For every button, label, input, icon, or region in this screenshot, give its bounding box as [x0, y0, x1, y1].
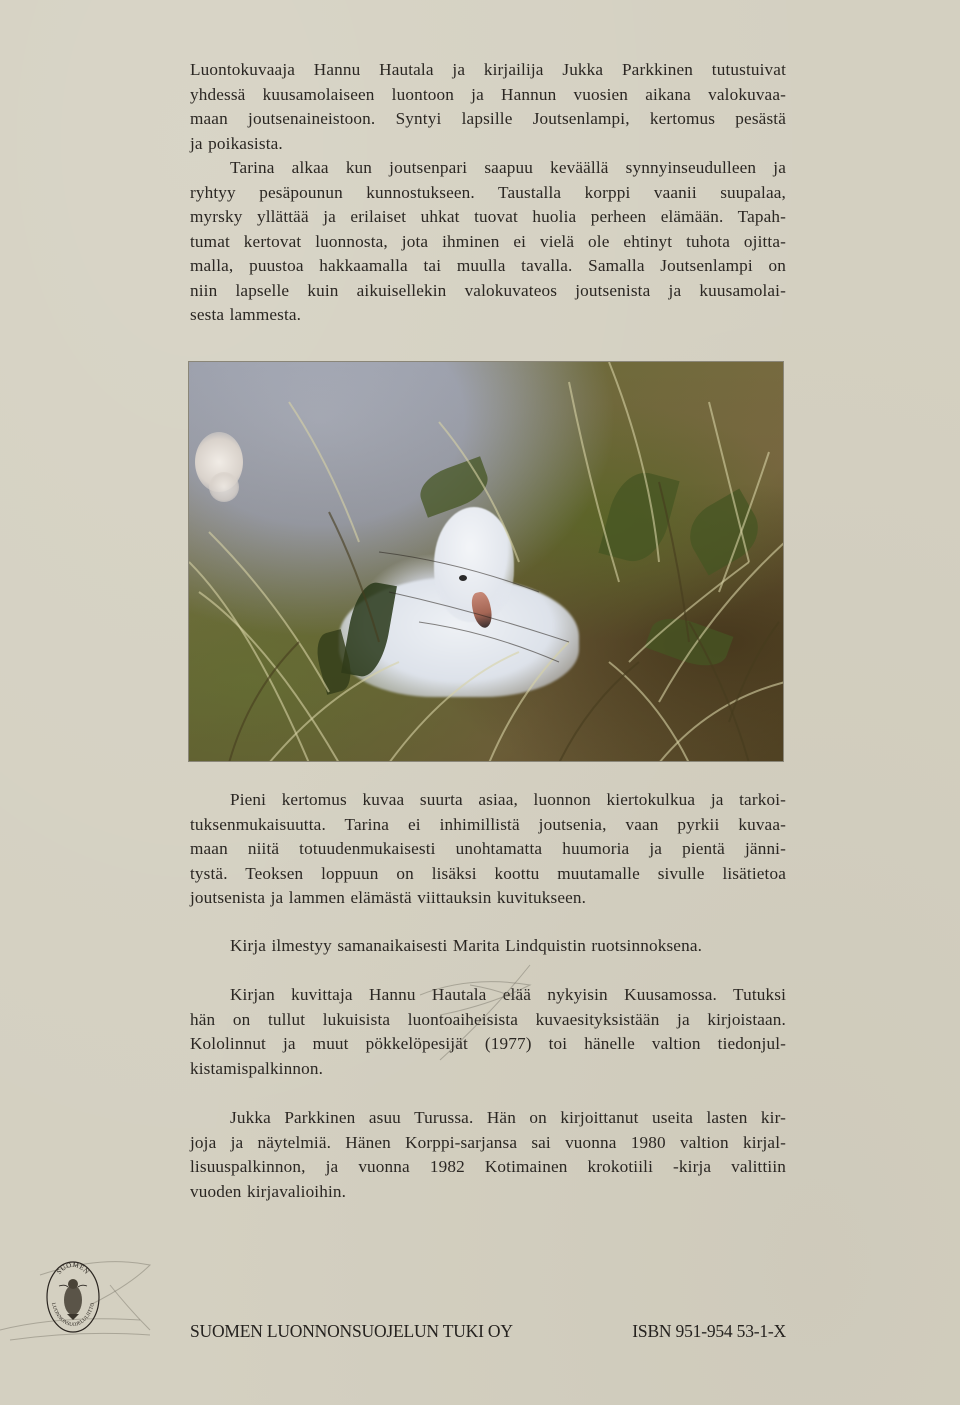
- text-line: Jukka Parkkinen asuu Turussa. Hän on kirjoittanut useita lasten kir-: [230, 1108, 786, 1127]
- text-line: malla, puustoa hakkaamalla tai muulla tavalla. Samalla Joutsenlampi on: [190, 256, 786, 275]
- text-line: maan joutsenaineistoon. Syntyi lapsille Joutsenlampi, kertomus pesästä: [190, 109, 786, 128]
- text-line: vuoden kirjavalioihin.: [190, 1181, 347, 1201]
- seal-animal-icon: [59, 1279, 87, 1320]
- text-line: maan niitä totuudenmukaisesti unohtamatta huumoria ja pientä jänni-: [190, 839, 786, 858]
- svg-text:SUOMEN: SUOMEN: [55, 1260, 91, 1276]
- paragraph-author: [190, 1106, 786, 1204]
- isbn: ISBN 951-954 53-1-X: [632, 1321, 786, 1341]
- text-line: Pieni kertomus kuvaa suurta asiaa, luonnon kiertokulkua ja tarkoi-: [230, 790, 786, 809]
- seal-emblem-icon: [45, 1260, 101, 1334]
- text-line: Kirja ilmestyy samanaikaisesti Marita Lindquistin ruotsinnoksena.: [230, 936, 703, 955]
- paragraph-intro: [190, 58, 786, 156]
- svg-text:LUONNONSUOJELULIITTO: LUONNONSUOJELULIITTO: [49, 1302, 97, 1329]
- text-line: myrsky yllättää ja erilaiset uhkat tuovat huolia perheen elämään. Tapah-: [190, 207, 786, 226]
- paragraph-story: [190, 156, 786, 328]
- text-line: tuksenmukaisuutta. Tarina ei inhimillistä joutsenia, vaan pyrkii kuvaa-: [190, 814, 786, 834]
- text-line: niin lapselle kuin aikuisellekin valokuvateos joutsenista ja kuusamolai-: [190, 280, 786, 300]
- text-line: tystä. Teoksen loppuun on lisäksi koottu muutamalle sivulle lisätietoa: [190, 863, 786, 883]
- grass-blades: [189, 362, 784, 762]
- paragraph-description: [190, 788, 786, 911]
- text-line: lisuuspalkinnon, ja vuonna 1982 Kotimainen krokotiili -kirja valittiin: [190, 1157, 786, 1176]
- text-line: joutsenista ja lammen elämästä viittauksin kuvitukseen.: [190, 888, 587, 907]
- text-line: yhdessä kuusamolaiseen luontoon ja Hannun vuosien aikana valokuvaa-: [190, 84, 786, 104]
- text-line: tumat kertovat luonnosta, jota ihminen ei vielä ole ehtinyt tuhota ojitta-: [190, 231, 786, 251]
- text-line: hän on tullut lukuisista luontoaiheisista kuvaesityksistään ja kirjoistaan.: [190, 1009, 786, 1029]
- text-line: Tarina alkaa kun joutsenpari saapuu keväällä synnyinseudulleen ja: [230, 158, 786, 177]
- footer: [190, 1320, 786, 1344]
- paragraph-translation: [190, 934, 786, 959]
- text-line: ryhtyy pesäpounun kunnostukseen. Taustalla korppi vaanii suupalaa,: [190, 182, 786, 202]
- text-line: kistamispalkinnon.: [190, 1058, 324, 1078]
- text-line: Luontokuvaaja Hannu Hautala ja kirjailija Jukka Parkkinen tutustuivat: [190, 60, 786, 79]
- text-line: ja poikasista.: [190, 133, 283, 153]
- text-line: sesta lammesta.: [190, 305, 302, 324]
- text-line: Kololinnut ja muut pökkelöpesijät (1977) toi hänelle valtion tiedonjul-: [190, 1034, 786, 1053]
- text-line: Kirjan kuvittaja Hannu Hautala elää nykyisin Kuusamossa. Tutuksi: [230, 985, 786, 1004]
- paragraph-illustrator: [190, 983, 786, 1081]
- text-line: joja ja näytelmiä. Hänen Korppi-sarjansa sai vuonna 1980 valtion kirjal-: [190, 1132, 786, 1152]
- publisher-name: SUOMEN LUONNONSUOJELUN TUKI OY: [190, 1321, 513, 1341]
- photo-cygnet-in-nest: [188, 361, 784, 762]
